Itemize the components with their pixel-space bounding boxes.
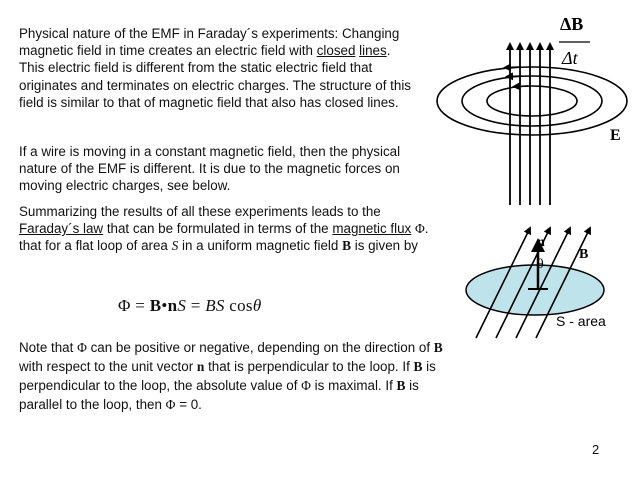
paragraph-moving-wire: If a wire is moving in a constant magnetic field, then the physical nature of the EMF is different. It is due to the magnetic forces on moving electric charges, see below.	[19, 144, 401, 194]
delta-t-label: Δt	[562, 48, 578, 68]
e-loop-middle	[462, 76, 602, 126]
normal-n-label: n	[537, 235, 545, 250]
word-closed: closed	[316, 43, 356, 59]
e-loop-inner	[487, 86, 577, 116]
s-area-label: S - area	[556, 313, 606, 329]
word-lines: lines	[359, 43, 387, 59]
link-faraday-law[interactable]: Faraday´s law	[19, 221, 104, 237]
e-loop-arrow-inner	[514, 86, 528, 87]
paragraph-faraday-law: Summarizing the results of all these experiments leads to the Faraday´s law that can be formulated in terms of the magnetic flux Φ. that for a flat loop of area S in a uniform magnetic field B is given by	[19, 204, 429, 254]
e-loop-arrow-outer	[505, 67, 520, 68]
e-loop-outer	[437, 67, 627, 135]
page-number: 2	[592, 442, 600, 457]
b-field-label: B	[579, 247, 589, 262]
delta-b-label: ΔB	[560, 14, 584, 34]
angle-theta-label: θ	[537, 257, 544, 272]
link-magnetic-flux[interactable]: magnetic flux	[332, 221, 412, 237]
paragraph-emf-nature: Physical nature of the EMF in Faraday´s experiments: Changing magnetic field in time creates an electric field with closed lines. This electric field is different from the static electric field that originates and terminates on electric charges. The structure of this field is similar to that of magnetic field that also has closed lines.	[19, 26, 411, 110]
paragraph-flux-note: Note that Φ can be positive or negative, depending on the direction of B with respect to the unit vector n that is perpendicular to the loop. If B is perpendicular to the loop, the absolute value of Φ is maximal. If B is parallel to the loop, then Φ = 0.	[19, 340, 443, 412]
e-field-label: E	[610, 127, 621, 144]
flux-formula: Φ = B•nS = BS cosθ	[118, 296, 262, 315]
electric-field-loops	[437, 67, 627, 135]
